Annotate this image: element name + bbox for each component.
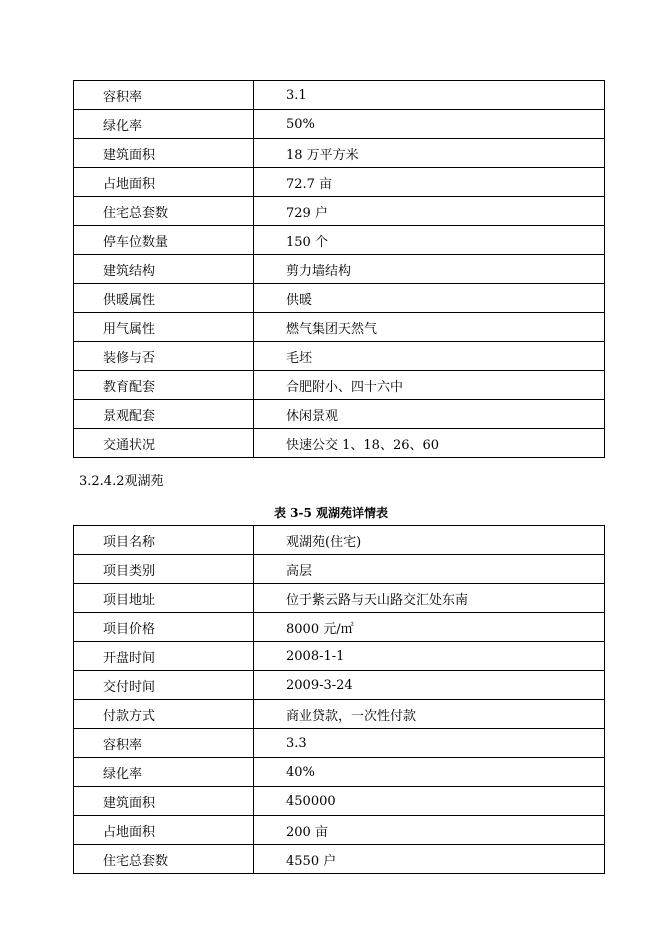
section-heading: 3.2.4.2观湖苑 xyxy=(79,474,164,489)
table-row xyxy=(74,255,605,284)
table-row xyxy=(74,526,605,555)
row-label: 绿化率 xyxy=(74,758,254,787)
table-row xyxy=(74,197,605,226)
row-value: 8000 元/㎡ xyxy=(254,613,605,642)
row-label: 建筑结构 xyxy=(74,255,254,284)
row-value: 4550 户 xyxy=(254,845,605,874)
row-label: 项目地址 xyxy=(74,584,254,613)
table-row xyxy=(74,342,605,371)
row-label: 景观配套 xyxy=(74,400,254,429)
table-row xyxy=(74,584,605,613)
project-spec-table-1 xyxy=(73,80,605,458)
table-row xyxy=(74,313,605,342)
row-value: 合肥附小、四十六中 xyxy=(254,371,605,400)
table-row xyxy=(74,729,605,758)
row-value: 50% xyxy=(254,110,605,139)
table-row xyxy=(74,787,605,816)
table-row xyxy=(74,110,605,139)
table-row xyxy=(74,671,605,700)
row-value: 150 个 xyxy=(254,226,605,255)
table-row xyxy=(74,700,605,729)
table-row xyxy=(74,642,605,671)
row-label: 教育配套 xyxy=(74,371,254,400)
table-row xyxy=(74,139,605,168)
row-value: 休闲景观 xyxy=(254,400,605,429)
row-value: 快速公交 1、18、26、60 xyxy=(254,429,605,458)
row-label: 项目价格 xyxy=(74,613,254,642)
row-label: 容积率 xyxy=(74,81,254,110)
row-label: 容积率 xyxy=(74,729,254,758)
row-label: 住宅总套数 xyxy=(74,845,254,874)
row-label: 占地面积 xyxy=(74,168,254,197)
row-label: 项目类别 xyxy=(74,555,254,584)
row-label: 付款方式 xyxy=(74,700,254,729)
row-value: 商业贷款，一次性付款 xyxy=(254,700,605,729)
table-row xyxy=(74,555,605,584)
row-label: 供暖属性 xyxy=(74,284,254,313)
table-row xyxy=(74,429,605,458)
row-label: 建筑面积 xyxy=(74,139,254,168)
row-value: 2008-1-1 xyxy=(254,642,605,671)
row-value: 供暖 xyxy=(254,284,605,313)
row-label: 停车位数量 xyxy=(74,226,254,255)
row-value: 72.7 亩 xyxy=(254,168,605,197)
row-label: 装修与否 xyxy=(74,342,254,371)
row-label: 占地面积 xyxy=(74,816,254,845)
row-value: 40% xyxy=(254,758,605,787)
table-row xyxy=(74,758,605,787)
row-value: 729 户 xyxy=(254,197,605,226)
row-label: 住宅总套数 xyxy=(74,197,254,226)
table-row xyxy=(74,81,605,110)
table-row xyxy=(74,613,605,642)
row-label: 交通状况 xyxy=(74,429,254,458)
table-caption: 表 3-5 观湖苑详情表 xyxy=(273,506,389,520)
row-label: 建筑面积 xyxy=(74,787,254,816)
table-row xyxy=(74,371,605,400)
row-value: 450000 xyxy=(254,787,605,816)
row-value: 3.1 xyxy=(254,81,605,110)
row-label: 绿化率 xyxy=(74,110,254,139)
table-row xyxy=(74,284,605,313)
row-value: 毛坯 xyxy=(254,342,605,371)
row-value: 200 亩 xyxy=(254,816,605,845)
row-value: 3.3 xyxy=(254,729,605,758)
row-label: 用气属性 xyxy=(74,313,254,342)
table-row xyxy=(74,226,605,255)
table-row xyxy=(74,168,605,197)
row-value: 观湖苑(住宅) xyxy=(254,526,605,555)
row-label: 项目名称 xyxy=(74,526,254,555)
row-value: 2009-3-24 xyxy=(254,671,605,700)
row-value: 位于紫云路与天山路交汇处东南 xyxy=(254,584,605,613)
row-label: 交付时间 xyxy=(74,671,254,700)
project-spec-table-2 xyxy=(73,525,605,874)
table-row xyxy=(74,816,605,845)
table-row xyxy=(74,400,605,429)
row-value: 18 万平方米 xyxy=(254,139,605,168)
row-label: 开盘时间 xyxy=(74,642,254,671)
row-value: 燃气集团天然气 xyxy=(254,313,605,342)
row-value: 剪力墙结构 xyxy=(254,255,605,284)
row-value: 高层 xyxy=(254,555,605,584)
table-row xyxy=(74,845,605,874)
